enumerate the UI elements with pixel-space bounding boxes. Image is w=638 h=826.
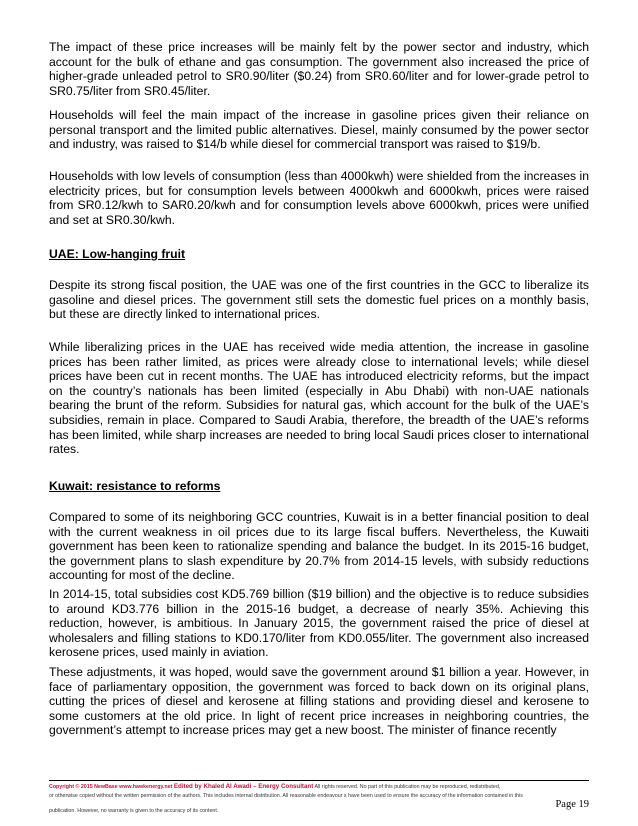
paragraph-uae-reforms: While liberalizing prices in the UAE has received wide media attention, the increase in gasoline prices has been rather limited, as prices were already close to international levels; while diesel prices have been cut in recent months. The UAE has introduced electricity reforms, but the impact on the country’s nationals has been limited (especially in Abu Dhabi) with non-UAE nationals bearing the brunt of the reform. Subsidies for natural gas, which account for the bulk of the UAE’s subsidies, remain in place. Compared to Saudi Arabia, therefore, the breadth of the UAE’s reforms has been limited, while sharp increases are needed to bring local Saudi prices closer to international rates. bbox=[49, 340, 589, 457]
footer-divider bbox=[49, 780, 589, 781]
footer-rights-line-1: All rights reserved. No part of this publication may be reproduced, redistributed, bbox=[314, 784, 501, 790]
footer-author: Edited by Khaled Al Awadi – Energy Consultant bbox=[173, 783, 314, 790]
footer-copyright: Copyright © 2015 NewBase www.hawkenergy.net bbox=[49, 784, 173, 790]
paragraph-kuwait-adjustments: These adjustments, it was hoped, would save the government around $1 billion a year. However, in face of parliamentary opposition, the government was forced to back down on its original plans, cutting the prices of diesel and kerosene at filling stations and providing diesel and kerosene to some customers at the old price. In light of recent price increases in neighboring countries, the government’s attempt to increase prices may get a new boost. The minister of finance recently bbox=[49, 665, 589, 738]
paragraph-uae-liberalize: Despite its strong fiscal position, the UAE was one of the first countries in the GCC to liberalize its gasoline and diesel prices. The government still sets the domestic fuel prices on a monthly basis, but these are directly linked to international prices. bbox=[49, 278, 589, 322]
footer-line-1 bbox=[49, 783, 589, 792]
paragraph-households-gasoline: Households will feel the main impact of the increase in gasoline prices given their reliance on personal transport and the limited public alternatives. Diesel, mainly consumed by the power sector and industry, was raised to $14/b while diesel for commercial transport was raised to $19/b. bbox=[49, 108, 589, 152]
footer-rights-line-2: or otherwise copied without the written permission of the authors. This includes internal distribution. All reasonable endeavour s have been used to ensure the accuracy of the information contained in this bbox=[49, 792, 523, 799]
paragraph-kuwait-subsidies: In 2014-15, total subsidies cost KD5.769 billion ($19 billion) and the objective is to reduce subsidies to around KD3.776 billion in the 2015-16 budget, a decrease of nearly 35%. Achieving this reduction, however, is ambitious. In January 2015, the government raised the price of diesel at wholesalers and filling stations to KD0.170/liter from KD0.055/liter. The government also increased kerosene prices, used mainly in aviation. bbox=[49, 587, 589, 660]
paragraph-kuwait-fiscal: Compared to some of its neighboring GCC countries, Kuwait is in a better financial position to deal with the current weakness in oil prices due to its large fiscal buffers. Nevertheless, the Kuwaiti government has been keen to rationalize spending and balance the budget. In its 2015-16 budget, the government plans to slash expenditure by 20.7% from 2014-15 levels, with subsidy reductions accounting for most of the decline. bbox=[49, 510, 589, 583]
paragraph-price-impact: The impact of these price increases will be mainly felt by the power sector and industry, which account for the bulk of ethane and gas consumption. The government also increased the price of higher-grade unleaded petrol to SR0.90/liter ($0.24) from SR0.60/liter and for lower-grade petrol to SR0.75/liter from SR0.45/liter. bbox=[49, 40, 589, 98]
paragraph-electricity-prices: Households with low levels of consumption (less than 4000kwh) were shielded from the increases in electricity prices, but for consumption levels between 4000kwh and 6000kwh, prices were raised from SR0.12/kwh to SAR0.20/kwh and for consumption levels above 6000kwh, prices were unified and set at SR0.30/kwh. bbox=[49, 169, 589, 227]
section-heading-kuwait: Kuwait: resistance to reforms bbox=[49, 479, 221, 493]
page-footer bbox=[49, 783, 589, 816]
section-heading-uae: UAE: Low-hanging fruit bbox=[49, 247, 186, 261]
page-number: Page 19 bbox=[555, 799, 589, 810]
footer-rights-line-3: publication. However, no warranty is given to the accuracy of its content. bbox=[49, 808, 219, 815]
